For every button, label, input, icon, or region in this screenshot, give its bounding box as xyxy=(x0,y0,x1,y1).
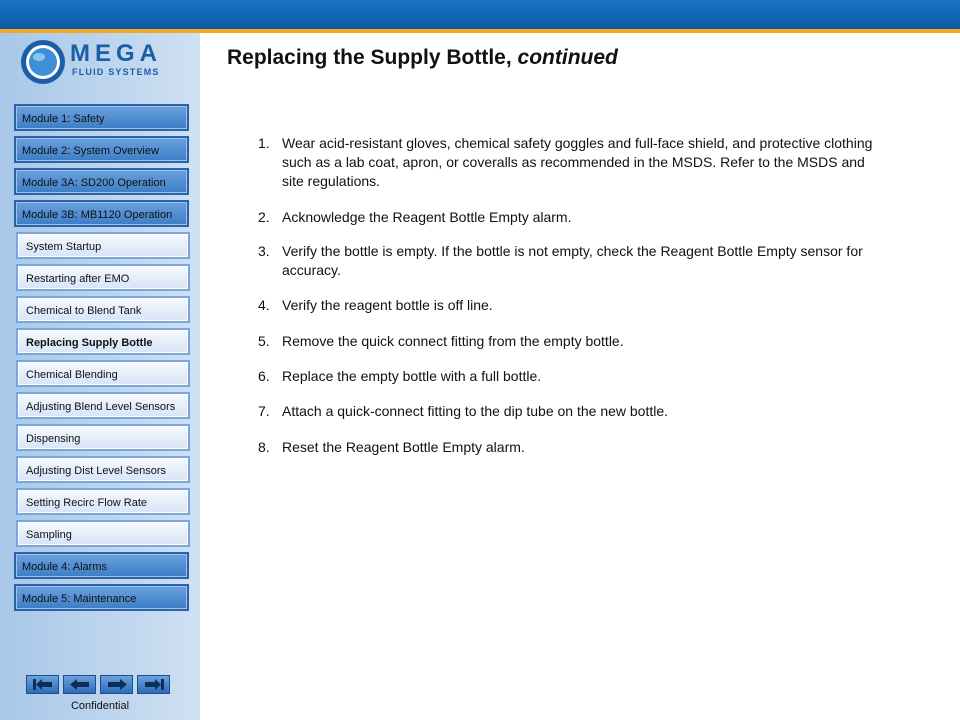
navigation-controls xyxy=(26,675,172,695)
step-number: 1. xyxy=(258,135,270,151)
step-number: 7. xyxy=(258,403,270,419)
nav-item-label: Module 3B: MB1120 Operation xyxy=(22,209,173,221)
page-title xyxy=(227,46,618,70)
step-item xyxy=(258,367,878,386)
first-icon xyxy=(32,678,54,691)
last-slide-button[interactable] xyxy=(137,675,170,694)
company-logo xyxy=(20,36,180,88)
back-button[interactable] xyxy=(63,675,96,694)
nav-item-replacing-supply-bottle[interactable] xyxy=(16,328,190,355)
nav-item-setting-recirc-flow-rate[interactable] xyxy=(16,488,190,515)
step-text: Verify the reagent bottle is off line. xyxy=(282,297,493,313)
step-number: 2. xyxy=(258,209,270,225)
nav-item-module-2-system-overview[interactable] xyxy=(14,136,189,163)
nav-item-label: Replacing Supply Bottle xyxy=(26,337,153,349)
page-title-main: Replacing the Supply Bottle, xyxy=(227,46,512,69)
nav-item-adjusting-blend-level-sensors[interactable] xyxy=(16,392,190,419)
step-text: Attach a quick-connect fitting to the dip tube on the new bottle. xyxy=(282,403,669,419)
nav-item-label: Dispensing xyxy=(26,433,81,445)
step-item xyxy=(258,438,878,457)
nav-item-label: Module 4: Alarms xyxy=(22,561,107,573)
nav-item-label: Setting Recirc Flow Rate xyxy=(26,497,148,509)
nav-item-label: Adjusting Blend Level Sensors xyxy=(26,401,176,413)
nav-item-label: Chemical Blending xyxy=(26,369,118,381)
step-item xyxy=(258,296,878,315)
nav-item-module-1-safety[interactable] xyxy=(14,104,189,131)
nav-item-module-4-alarms[interactable] xyxy=(14,552,189,579)
nav-item-module-3b-mb1120-operation[interactable] xyxy=(14,200,189,227)
step-text: Verify the bottle is empty. If the bottle is not empty, check the Reagent Bottle Empty sensor for accuracy. xyxy=(282,243,863,278)
nav-item-label: Restarting after EMO xyxy=(26,273,130,285)
nav-item-label: Sampling xyxy=(26,529,72,541)
step-text: Remove the quick connect fitting from the empty bottle. xyxy=(282,333,624,349)
step-item xyxy=(258,134,878,191)
nav-item-chemical-to-blend-tank[interactable] xyxy=(16,296,190,323)
step-item xyxy=(258,208,878,227)
step-number: 6. xyxy=(258,368,270,384)
step-number: 3. xyxy=(258,243,270,259)
nav-item-sampling[interactable] xyxy=(16,520,190,547)
nav-item-dispensing[interactable] xyxy=(16,424,190,451)
nav-item-adjusting-dist-level-sensors[interactable] xyxy=(16,456,190,483)
step-text: Acknowledge the Reagent Bottle Empty alarm. xyxy=(282,209,572,225)
step-text: Wear acid-resistant gloves, chemical safety goggles and full-face shield, and protective clothing such as a lab coat, apron, or coveralls as recommended in the MSDS. Refer to the MSDS and site regulations. xyxy=(282,135,873,189)
nav-item-label: Module 2: System Overview xyxy=(22,145,159,157)
nav-item-restarting-after-emo[interactable] xyxy=(16,264,190,291)
nav-item-chemical-blending[interactable] xyxy=(16,360,190,387)
nav-item-label: Chemical to Blend Tank xyxy=(26,305,142,317)
nav-item-system-startup[interactable] xyxy=(16,232,190,259)
logo-mark-icon xyxy=(20,36,68,88)
step-number: 5. xyxy=(258,333,270,349)
nav-item-label: Module 3A: SD200 Operation xyxy=(22,177,166,189)
nav-item-label: Module 1: Safety xyxy=(22,113,105,125)
forward-icon xyxy=(106,678,128,691)
last-icon xyxy=(143,678,165,691)
back-icon xyxy=(69,678,91,691)
nav-item-label: System Startup xyxy=(26,241,102,253)
step-text: Reset the Reagent Bottle Empty alarm. xyxy=(282,439,525,455)
step-item xyxy=(258,402,878,421)
step-item xyxy=(258,332,878,351)
step-number: 4. xyxy=(258,297,270,313)
page-title-continued: continued xyxy=(517,46,618,69)
step-item xyxy=(258,242,878,280)
brand-name: MEGA xyxy=(70,40,162,67)
confidential-label: Confidential xyxy=(70,700,130,712)
nav-item-module-3a-sd200-operation[interactable] xyxy=(14,168,189,195)
brand-tagline: FLUID SYSTEMS xyxy=(72,67,160,77)
step-number: 8. xyxy=(258,439,270,455)
nav-item-label: Module 5: Maintenance xyxy=(22,593,137,605)
nav-item-label: Adjusting Dist Level Sensors xyxy=(26,465,167,477)
first-slide-button[interactable] xyxy=(26,675,59,694)
nav-item-module-5-maintenance[interactable] xyxy=(14,584,189,611)
top-banner xyxy=(0,0,960,29)
forward-button[interactable] xyxy=(100,675,133,694)
step-text: Replace the empty bottle with a full bottle. xyxy=(282,368,542,384)
